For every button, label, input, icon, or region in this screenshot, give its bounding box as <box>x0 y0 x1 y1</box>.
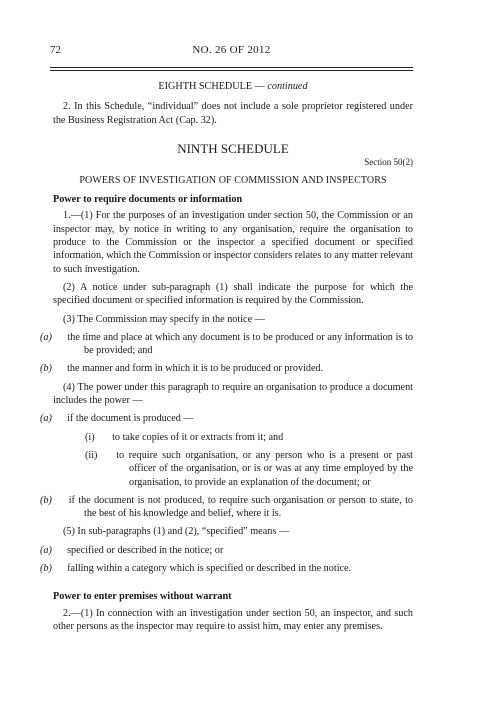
list-item-1-4-b: (b) if the document is not produced, to require such organisation or person to state, to the best of his knowledge and belief, where it is. <box>40 494 414 520</box>
list-item-1-5-a: (a) specified or described in the notice; or <box>40 544 224 556</box>
powers-heading: POWERS OF INVESTIGATION OF COMMISSION AND INSPECTORS <box>79 174 387 186</box>
item-text: the time and place at which any document is to be produced or any information is to be provided; and <box>67 331 414 357</box>
paragraph-1-4: (4) The power under this paragraph to require an organisation to produce a document includes the power — <box>53 381 413 407</box>
subheading-enter-premises: Power to enter premises without warrant <box>53 591 232 603</box>
eighth-schedule-title: EIGHTH SCHEDULE — <box>158 81 265 92</box>
header-rule-thick <box>50 67 413 68</box>
item-text: to take copies of it or extracts from it; and <box>112 431 284 443</box>
paragraph-1-2: (2) A notice under sub-paragraph (1) shall indicate the purpose for which the specified document or specified information is required by the Commission. <box>53 281 413 307</box>
item-text: falling within a category which is specified or described in the notice. <box>67 563 352 575</box>
paragraph-2-1: 2.—(1) In connection with an investigation under section 50, an inspector, and such other persons as the inspector may require to assist him, may enter any premises. <box>53 607 413 632</box>
list-item-1-4-a-ii: (ii) to require such organisation, or any person who is a present or past officer of the organisation, or is or was at any time employed by the organisation, to provide an explanation of the document; or <box>85 449 413 488</box>
running-title: NO. 26 OF 2012 <box>192 44 271 56</box>
list-item-1-4-a: (a) if the document is produced — <box>40 413 194 425</box>
paragraph-1-5: (5) In sub-paragraphs (1) and (2), “specified” means — <box>63 526 290 538</box>
eighth-schedule-continued-heading <box>53 80 413 93</box>
list-item-1-3-b: (b) the manner and form in which it is to be produced or provided. <box>40 363 324 375</box>
header-rule-thin <box>50 70 413 71</box>
list-item-1-3-a: (a) the time and place at which any document is to be produced or any information is to be provided; and <box>40 331 414 357</box>
item-text: to require such organisation, or any person who is a present or past officer of the organisation, or is or was at any time employed by the organisation, to provide an explanation of the document; or <box>116 449 413 488</box>
paragraph-1-3: (3) The Commission may specify in the notice — <box>63 313 265 325</box>
eighth-schedule-paragraph-2: 2. In this Schedule, “individual” does not include a sole proprietor registered under the Business Registration Act (Cap. 32). <box>53 101 413 126</box>
page-header <box>50 44 413 58</box>
item-text: if the document is not produced, to require such organisation or person to state, to the best of his knowledge and belief, where it is. <box>68 494 414 520</box>
paragraph-1-1: 1.—(1) For the purposes of an investigation under section 50, the Commission or an inspector may, by notice in writing to any organisation, require the organisation to produce to the Commission or the inspector a specified document or specified information, which the Commission or inspector considers relates to any matter relevant to such investigation. <box>53 210 413 275</box>
list-item-1-4-a-i: (i) to take copies of it or extracts from it; and <box>85 431 284 443</box>
subheading-require-documents: Power to require documents or information <box>53 194 243 206</box>
page-number: 72 <box>50 44 61 56</box>
section-reference: Section 50(2) <box>364 156 413 167</box>
item-text: the manner and form in which it is to be produced or provided. <box>67 363 324 375</box>
item-text: specified or described in the notice; or <box>67 544 224 556</box>
continued-label: continued <box>267 81 308 92</box>
ninth-schedule-title: NINTH SCHEDULE <box>177 140 289 156</box>
page-body <box>40 78 414 633</box>
list-item-1-5-b: (b) falling within a category which is specified or described in the notice. <box>40 563 352 575</box>
item-text: if the document is produced — <box>67 413 194 425</box>
